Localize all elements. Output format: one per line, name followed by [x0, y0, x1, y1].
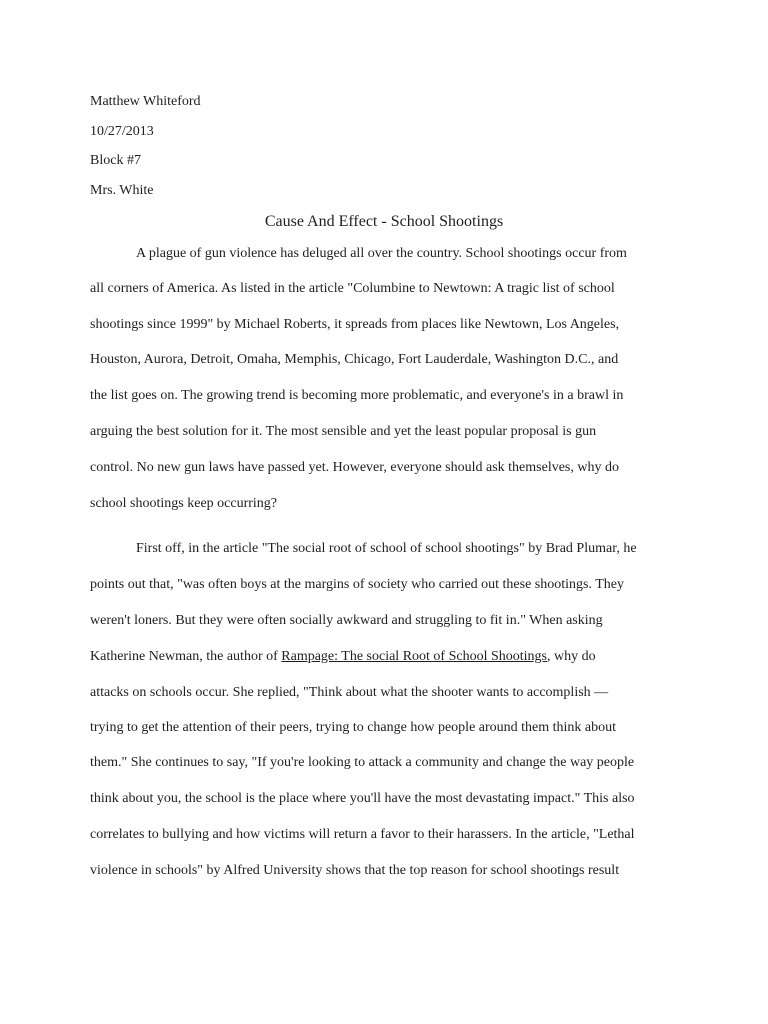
- paragraph-line: them." She continues to say, "If you're looking to attack a community and change the way people: [90, 755, 635, 770]
- essay-title: Cause And Effect - School Shootings: [264, 213, 504, 230]
- paragraph-line: think about you, the school is the place where you'll have the most devastating impact." This also: [90, 791, 635, 806]
- line-text: Katherine Newman, the author of: [90, 649, 282, 664]
- book-title: Rampage: The social Root of School Shootings: [281, 649, 547, 664]
- author-name: Matthew Whiteford: [90, 94, 201, 109]
- paragraph-line: weren't loners. But they were often socially awkward and struggling to fit in." When asking: [90, 613, 603, 628]
- paragraph-line: trying to get the attention of their peers, trying to change how people around them think about: [90, 720, 617, 735]
- paragraph-line: points out that, "was often boys at the margins of society who carried out these shootings. They: [90, 577, 624, 592]
- date: 10/27/2013: [90, 124, 154, 139]
- paragraph-line: the list goes on. The growing trend is becoming more problematic, and everyone's in a brawl in: [90, 388, 624, 403]
- paragraph-line: school shootings keep occurring?: [90, 496, 278, 511]
- paragraph-line: First off, in the article "The social root of school of school shootings" by Brad Plumar, he: [136, 541, 637, 556]
- line-text: , why do: [547, 649, 596, 664]
- paragraph-line: all corners of America. As listed in the article "Columbine to Newtown: A tragic list of school: [90, 281, 615, 296]
- paragraph-line: violence in schools" by Alfred University shows that the top reason for school shootings result: [90, 863, 620, 878]
- paragraph-line: arguing the best solution for it. The most sensible and yet the least popular proposal is gun: [90, 424, 597, 439]
- class-block: Block #7: [90, 153, 141, 168]
- paragraph-line: A plague of gun violence has deluged all over the country. School shootings occur from: [136, 246, 627, 261]
- teacher-name: Mrs. White: [90, 183, 154, 198]
- paragraph-line: [90, 648, 596, 666]
- paragraph-line: attacks on schools occur. She replied, "Think about what the shooter wants to accomplish —: [90, 685, 609, 700]
- paragraph-line: correlates to bullying and how victims will return a favor to their harassers. In the article, "Lethal: [90, 827, 635, 842]
- paragraph-line: control. No new gun laws have passed yet. However, everyone should ask themselves, why do: [90, 460, 619, 475]
- paragraph-line: Houston, Aurora, Detroit, Omaha, Memphis, Chicago, Fort Lauderdale, Washington D.C., and: [90, 352, 619, 367]
- paragraph-line: shootings since 1999" by Michael Roberts, it spreads from places like Newtown, Los Angeles,: [90, 317, 620, 332]
